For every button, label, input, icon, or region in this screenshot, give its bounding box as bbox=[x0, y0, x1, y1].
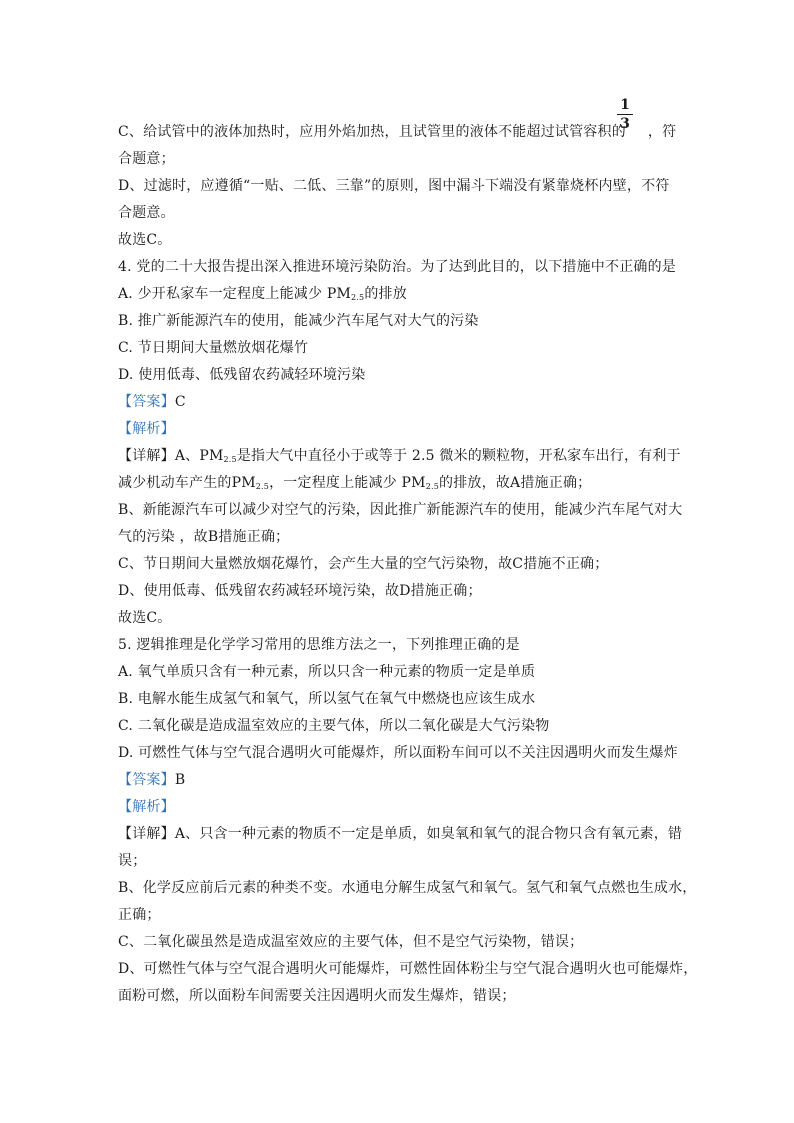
q4-detail-a2-pre: 减少机动车产生的PM bbox=[118, 475, 256, 491]
q4-option-a-text: A. 少开私家车一定程度上能减少 PM bbox=[118, 286, 352, 302]
prev-d-line2: 合题意。 bbox=[118, 205, 175, 221]
q5-detail-b1: B、化学反应前后元素的种类不变。水通电分解生成氢气和氧气。氢气和氧气点燃也生成水， bbox=[118, 880, 697, 896]
q4-detail-a2 bbox=[118, 473, 591, 497]
q5-option-a: A. 氧气单质只含有一种元素，所以只含一种元素的物质一定是单质 bbox=[118, 664, 536, 680]
q4-detail-b1: B、新能源汽车可以减少对空气的污染，因此推广新能源汽车的使用，能减少汽车尾气对大 bbox=[118, 502, 683, 518]
q4-detail-a2-post: 的排放，故A措施正确； bbox=[439, 475, 592, 491]
prev-c-tail: ，符 bbox=[647, 124, 677, 140]
q4-conclusion: 故选C。 bbox=[118, 610, 172, 626]
prev-c-text: C、给试管中的液体加热时，应用外焰加热，且试管里的液体不能超过试管容积的 bbox=[118, 124, 626, 140]
answer-tag: 【答案】 bbox=[118, 772, 175, 788]
q5-option-b: B. 电解水能生成氢气和氧气，所以氢气在氧气中燃烧也应该生成水 bbox=[118, 691, 536, 707]
q4-stem: 4. 党的二十大报告提出深入推进环境污染防治。为了达到此目的，以下措施中不正确的是 bbox=[118, 259, 677, 275]
q5-option-d: D. 可燃性气体与空气混合遇明火可能爆炸，所以面粉车间可以不关注因遇明火而发生爆炸 bbox=[118, 745, 678, 761]
fraction-numerator: 1 bbox=[617, 97, 633, 115]
q4-detail-c: C、节日期间大量燃放烟花爆竹，会产生大量的空气污染物，故C措施不正确； bbox=[118, 556, 609, 572]
q5-answer-value: B bbox=[174, 772, 186, 788]
q5-detail-c: C、二氧化碳虽然是造成温室效应的主要气体，但不是空气污染物，错误； bbox=[118, 934, 584, 950]
q4-detail-a1 bbox=[118, 446, 681, 470]
q5-detail-d2: 面粉可燃，所以面粉车间需要关注因遇明火而发生爆炸，错误； bbox=[118, 988, 516, 1004]
q4-answer bbox=[118, 392, 186, 412]
answer-tag: 【答案】 bbox=[118, 394, 175, 410]
prev-c-line2: 合题意； bbox=[118, 151, 175, 167]
pm-subscript: 2.5 bbox=[255, 482, 270, 491]
pm-subscript: 2.5 bbox=[425, 482, 440, 491]
detail-tag: 【详解】 bbox=[118, 448, 175, 464]
q4-detail-a1-pre: A、PM bbox=[174, 448, 224, 464]
q5-detail-a1 bbox=[118, 824, 682, 844]
q5-option-c: C. 二氧化碳是造成温室效应的主要气体，所以二氧化碳是大气污染物 bbox=[118, 718, 550, 734]
q4-option-b: B. 推广新能源汽车的使用，能减少汽车尾气对大气的污染 bbox=[118, 313, 479, 329]
q4-detail-a2-mid: ，一定程度上能减少 PM bbox=[269, 475, 426, 491]
q4-analysis-tag: 【解析】 bbox=[118, 421, 175, 437]
q4-option-a bbox=[118, 284, 407, 308]
q5-detail-b2: 正确； bbox=[118, 907, 161, 923]
detail-tag: 【详解】 bbox=[118, 826, 175, 842]
q5-stem: 5. 逻辑推理是化学学习常用的思维方法之一，下列推理正确的是 bbox=[118, 637, 520, 653]
q4-detail-a1-post: 是指大气中直径小于或等于 2.5 微米的颗粒物，开私家车出行，有利于 bbox=[236, 448, 681, 464]
pm-subscript: 2.5 bbox=[351, 293, 365, 302]
q4-option-a-tail: 的排放 bbox=[364, 286, 407, 302]
q4-answer-value: C bbox=[174, 394, 186, 410]
prev-c-line1 bbox=[118, 122, 676, 142]
prev-conclusion: 故选C。 bbox=[118, 232, 172, 248]
q5-answer bbox=[118, 770, 185, 790]
q4-option-c: C. 节日期间大量燃放烟花爆竹 bbox=[118, 340, 309, 356]
q4-detail-d: D、使用低毒、低残留农药减轻环境污染，故D措施正确； bbox=[118, 583, 482, 599]
q5-analysis-tag: 【解析】 bbox=[118, 799, 175, 815]
fraction-denominator: 3 bbox=[620, 116, 630, 132]
q5-detail-d1: D、可燃性气体与空气混合遇明火可能爆炸，可燃性固体粉尘与空气混合遇明火也可能爆炸， bbox=[118, 961, 698, 977]
q4-option-d: D. 使用低毒、低残留农药减轻环境污染 bbox=[118, 367, 366, 383]
prev-d-line1: D、过滤时，应遵循“一贴、二低、三靠”的原则，图中漏斗下端没有紧靠烧杯内壁，不符 bbox=[118, 178, 670, 194]
q5-detail-a1-text: A、只含一种元素的物质不一定是单质，如臭氧和氧气的混合物只含有氧元素，错 bbox=[174, 826, 683, 842]
q5-detail-a2: 误； bbox=[118, 853, 147, 869]
q4-detail-b2: 气的污染 ，故B措施正确； bbox=[118, 529, 290, 545]
pm-subscript: 2.5 bbox=[223, 455, 237, 464]
